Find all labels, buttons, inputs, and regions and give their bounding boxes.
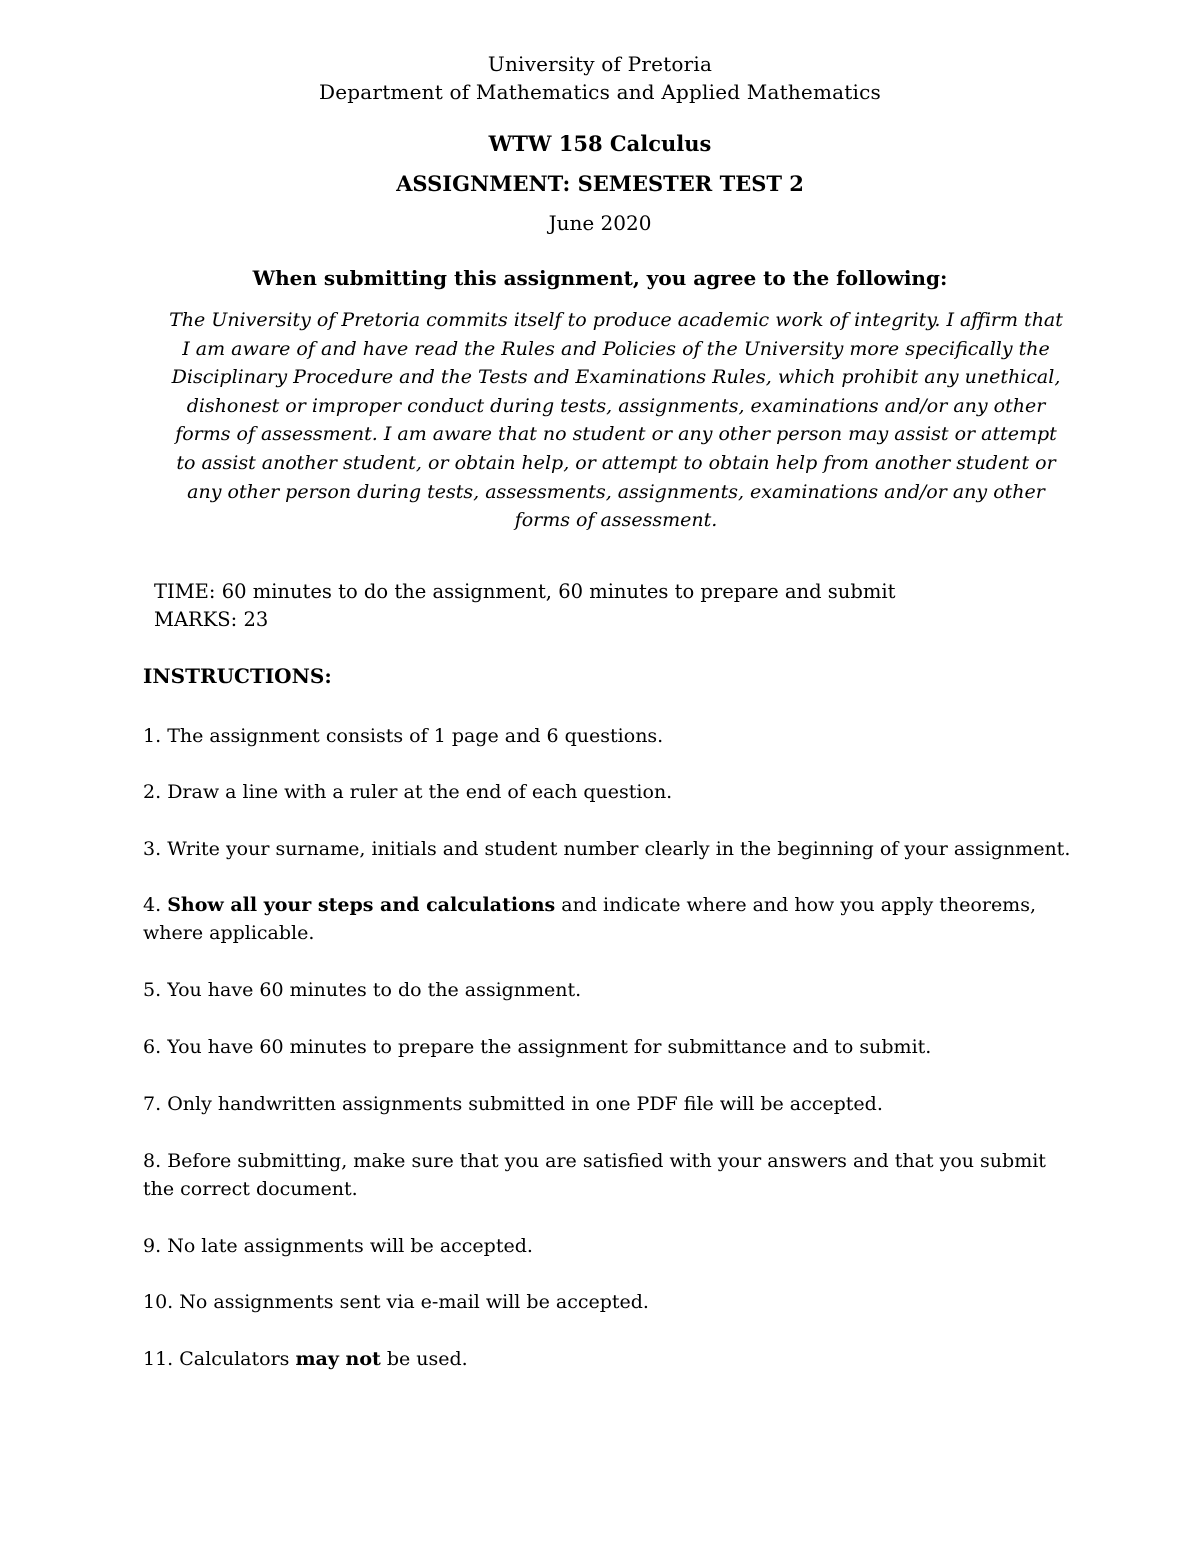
- instruction-number: 9.: [143, 1235, 162, 1257]
- instruction-text: Calculators: [179, 1348, 296, 1370]
- instruction-text: The assignment consists of 1 page and 6 questions.: [167, 725, 664, 747]
- instruction-text: Draw a line with a ruler at the end of each question.: [167, 781, 673, 803]
- integrity-pledge: [136, 306, 1096, 535]
- instruction-item: [143, 722, 1093, 750]
- instruction-number: 2.: [143, 781, 162, 803]
- instruction-text: and indicate where and how you apply theorems,: [555, 894, 1036, 916]
- university-name: University of Pretoria: [487, 52, 713, 76]
- time-value: : 60 minutes to do the assignment, 60 minutes to prepare and submit: [208, 580, 896, 603]
- instruction-number: 7.: [143, 1093, 162, 1115]
- time-info: [154, 580, 895, 603]
- instruction-text: Write your surname, initials and student number clearly in the beginning of your assignment.: [167, 838, 1071, 860]
- instruction-item: [143, 1345, 1093, 1373]
- instruction-continuation: the correct document.: [143, 1178, 358, 1200]
- instruction-item: [143, 976, 1093, 1004]
- pledge-line: Disciplinary Procedure and the Tests and Examinations Rules, which prohibit any unethical,: [171, 366, 1061, 389]
- instruction-item: [143, 778, 1093, 806]
- instruction-continuation: where applicable.: [143, 922, 315, 944]
- instruction-line: [143, 891, 1093, 919]
- time-label: TIME: [154, 580, 209, 603]
- instruction-text: be used.: [380, 1348, 468, 1370]
- instruction-number: 10.: [143, 1291, 174, 1313]
- instruction-item: [143, 835, 1093, 863]
- pledge-line: forms of assessment. I am aware that no student or any other person may assist or attempt: [175, 423, 1057, 446]
- instruction-item: [143, 1033, 1093, 1061]
- pledge-line: forms of assessment.: [514, 509, 718, 532]
- instruction-text: No late assignments will be accepted.: [167, 1235, 533, 1257]
- course-title: WTW 158 Calculus: [488, 131, 712, 156]
- instruction-number: 3.: [143, 838, 162, 860]
- instruction-number: 4.: [143, 894, 162, 916]
- instruction-number: 11.: [143, 1348, 174, 1370]
- test-date: June 2020: [548, 211, 652, 235]
- pledge-line: to assist another student, or obtain help, or attempt to obtain help from another student or: [176, 451, 1056, 474]
- instruction-item: [143, 1147, 1093, 1203]
- marks-info: [154, 608, 268, 631]
- marks-label: MARKS: [154, 608, 231, 631]
- pledge-line: any other person during tests, assessments, assignments, examinations and/or any other: [187, 480, 1045, 503]
- instruction-number: 1.: [143, 725, 162, 747]
- pledge-line: dishonest or improper conduct during tests, assignments, examinations and/or any other: [186, 394, 1046, 417]
- instruction-item: [143, 891, 1093, 947]
- instruction-number: 5.: [143, 979, 162, 1001]
- agreement-heading: When submitting this assignment, you agree to the following:: [252, 266, 948, 290]
- instruction-text: No assignments sent via e-mail will be accepted.: [179, 1291, 649, 1313]
- instructions-heading: INSTRUCTIONS:: [143, 664, 332, 688]
- pledge-line: I am aware of and have read the Rules and Policies of the University more specifically the: [182, 337, 1050, 360]
- instruction-text: You have 60 minutes to do the assignment.: [167, 979, 582, 1001]
- instruction-item: [143, 1288, 1093, 1316]
- assignment-title: ASSIGNMENT: SEMESTER TEST 2: [396, 171, 804, 196]
- instruction-emphasis: may not: [295, 1348, 381, 1370]
- instruction-line: [143, 1147, 1093, 1175]
- marks-value: : 23: [230, 608, 269, 631]
- department-name: Department of Mathematics and Applied Mathematics: [319, 80, 881, 104]
- pledge-line: The University of Pretoria commits itself to produce academic work of integrity. I affirm that: [169, 309, 1063, 331]
- instruction-text: You have 60 minutes to prepare the assignment for submittance and to submit.: [167, 1036, 932, 1058]
- instruction-number: 6.: [143, 1036, 162, 1058]
- instruction-item: [143, 1090, 1093, 1118]
- instruction-number: 8.: [143, 1150, 162, 1172]
- instruction-item: [143, 1232, 1093, 1260]
- instruction-emphasis: Show all your steps and calculations: [167, 894, 556, 916]
- instruction-text: Before submitting, make sure that you are satisfied with your answers and that you submit: [167, 1150, 1046, 1172]
- instruction-text: Only handwritten assignments submitted in one PDF file will be accepted.: [167, 1093, 883, 1115]
